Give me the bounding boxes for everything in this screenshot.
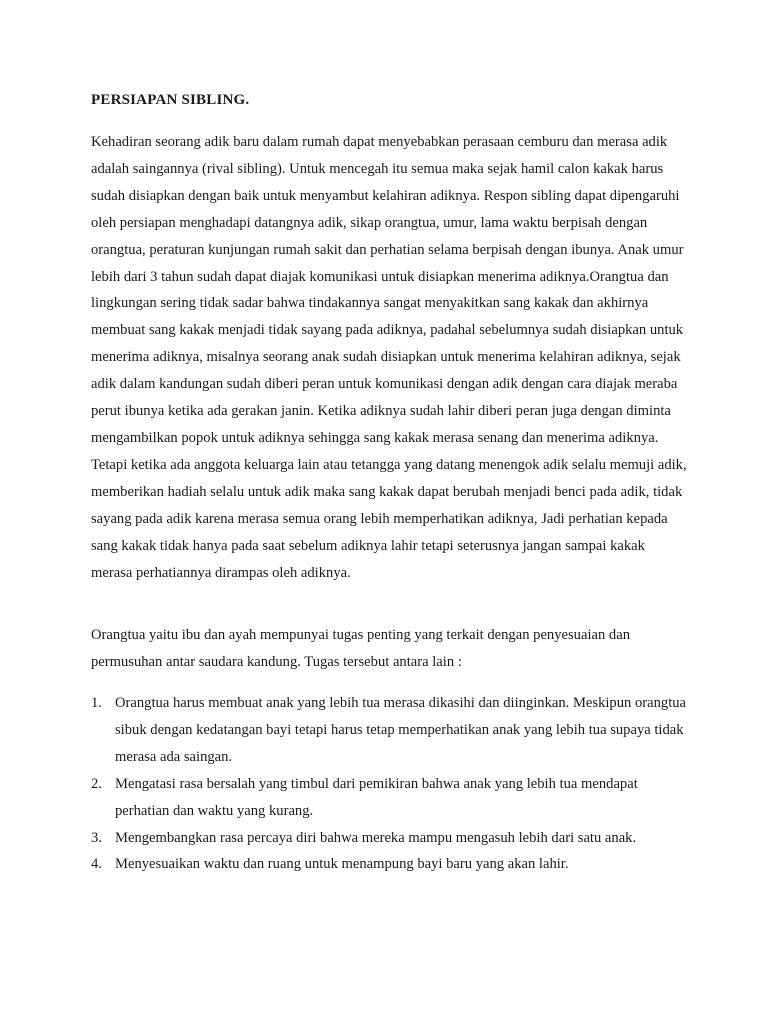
list-item-number: 3. [91,829,102,846]
list-item-text: Mengembangkan rasa percaya diri bahwa mereka mampu mengasuh lebih dari satu anak. [115,829,637,846]
list-item-text: Mengatasi rasa bersalah yang timbul dari pemikiran bahwa anak yang lebih tua mendapat perhatian dan waktu yang kurang. [115,775,638,819]
list-item [91,851,691,878]
list-item-text: Orangtua harus membuat anak yang lebih tua merasa dikasihi dan diinginkan. Meskipun orangtua sibuk dengan kedatangan bayi tetapi harus tetap memperhatikan anak yang lebih tua supaya tidak merasa ada saingan. [115,695,687,765]
list-item-text: Menyesuaikan waktu dan ruang untuk menampung bayi baru yang akan lahir. [115,856,569,873]
body-paragraph-1: Kehadiran seorang adik baru dalam rumah dapat menyebabkan perasaan cemburu dan merasa adik adalah saingannya (rival sibling). Untuk mencegah itu semua maka sejak hamil calon kakak harus sudah disiapkan dengan baik untuk menyambut kelahiran adiknya. Respon sibling dapat dipengaruhi oleh persiapan menghadapi datangnya adik, sikap orangtua, umur, lama waktu berpisah dengan orangtua, peraturan kunjungan rumah sakit dan perhatian selama berpisah dengan ibunya. Anak umur lebih dari 3 tahun sudah dapat diajak komunikasi untuk disiapkan menerima adiknya.Orangtua dan lingkungan sering tidak sadar bahwa tindakannya sangat menyakitkan sang kakak dan akhirnya membuat sang kakak menjadi tidak sayang pada adiknya, padahal sebelumnya sudah disiapkan untuk menerima adiknya, misalnya seorang anak sudah disiapkan untuk menerima kelahiran adiknya, sejak adik dalam kandungan sudah diberi peran untuk komunikasi dengan adik dengan cara diajak meraba perut ibunya ketika ada gerakan janin. Ketika adiknya sudah lahir diberi peran juga dengan diminta mengambilkan popok untuk adiknya sehingga sang kakak merasa senang dan menerima adiknya. Tetapi ketika ada anggota keluarga lain atau tetangga yang datang menengok adik selalu memuji adik, memberikan hadiah selalu untuk adik maka sang kakak dapat berubah menjadi benci pada adik, tidak sayang pada adik karena merasa semua orang lebih memperhatikan adiknya, Jadi perhatian kepada sang kakak tidak hanya pada saat sebelum adiknya lahir tetapi seterusnya jangan sampai kakak merasa perhatiannya dirampas oleh adiknya. [91,134,687,581]
list-item [91,771,691,825]
list-item [91,690,691,771]
body-paragraph-2: Orangtua yaitu ibu dan ayah mempunyai tugas penting yang terkait dengan penyesuaian dan permusuhan antar saudara kandung. Tugas tersebut antara lain : [91,627,630,670]
list-item [91,825,691,852]
task-list [91,690,691,878]
list-item-number: 4. [91,856,102,873]
list-item-number: 1. [91,695,102,711]
document-title: PERSIAPAN SIBLING. [91,92,250,108]
list-item-number: 2. [91,775,102,792]
